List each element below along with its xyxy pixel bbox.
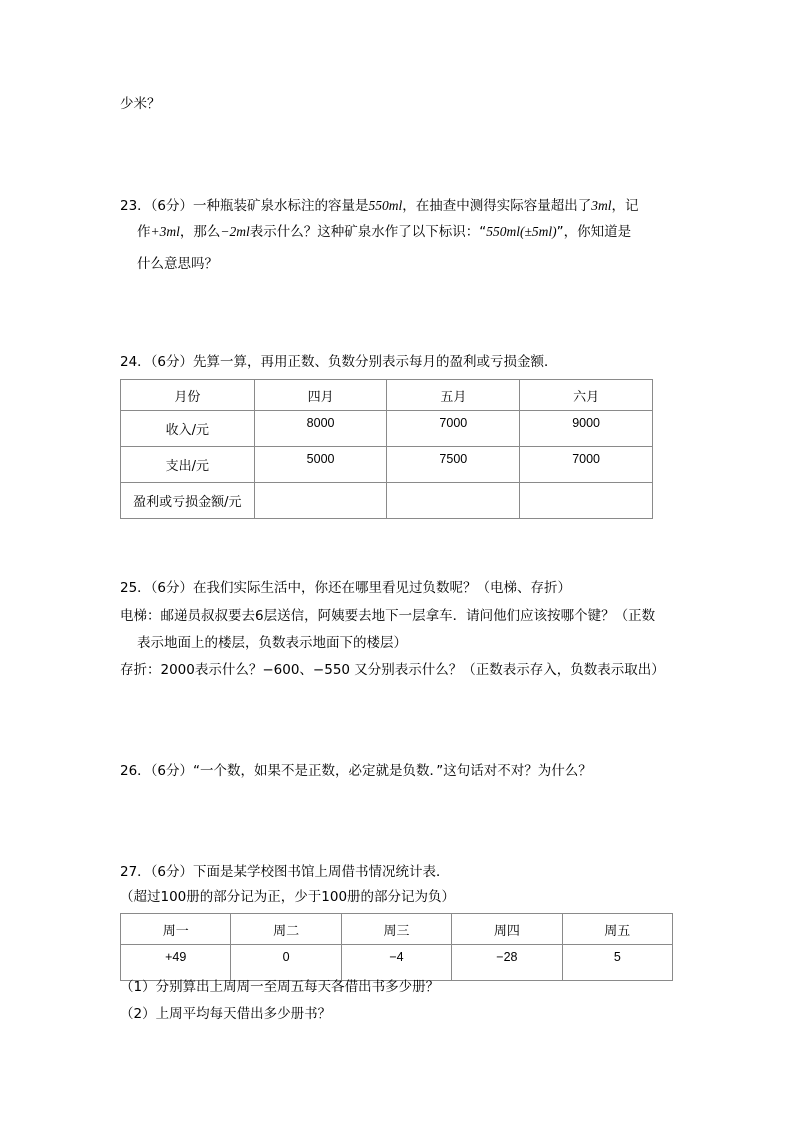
table-row	[121, 447, 653, 483]
table-cell: −28	[452, 945, 562, 981]
q24-table	[120, 379, 653, 519]
table-row	[121, 945, 673, 981]
answer-cell[interactable]	[520, 483, 653, 519]
table-row	[121, 483, 653, 519]
q27-line-1: 27．（6分）下面是某学校图书馆上周借书情况统计表．	[120, 864, 450, 880]
table-cell: +49	[121, 945, 231, 981]
q25-line-2: 电梯：邮递员叔叔要去6层送信，阿姨要去地下一层拿车．请问他们应该按哪个键？（正数	[120, 608, 656, 624]
table-row	[121, 914, 673, 945]
table-cell: 5	[562, 945, 672, 981]
q23-line-1	[120, 196, 639, 216]
table-header-cell: 周一	[121, 914, 231, 945]
table-header-cell: 周二	[231, 914, 341, 945]
q23-text: 表示什么？这种矿泉水作了以下标识：“	[249, 224, 487, 240]
q27-sub-2: （2）上周平均每天借出多少册书？	[120, 1006, 332, 1022]
q23-text: ，记	[611, 198, 639, 214]
table-cell: 8000	[254, 411, 387, 447]
table-header-cell: 周三	[341, 914, 451, 945]
q23-line-2	[137, 222, 631, 242]
table-cell: 9000	[520, 411, 653, 447]
table-row	[121, 380, 653, 411]
table-header-cell: 周五	[562, 914, 672, 945]
q27-sub-1: （1）分别算出上周周一至周五每天各借出书多少册？	[120, 979, 440, 995]
table-cell: −4	[341, 945, 451, 981]
table-header-cell: 五月	[387, 380, 520, 411]
q23-text: ，那么	[179, 224, 221, 240]
q25-line-3: 表示地面上的楼层，负数表示地面下的楼层）	[137, 635, 407, 651]
q25-line-1: 25．（6分）在我们实际生活中，你还在哪里看见过负数呢？（电梯、存折）	[120, 580, 572, 596]
table-cell: 7500	[387, 447, 520, 483]
table-header-cell: 四月	[254, 380, 387, 411]
q23-text: ”，你知道是	[556, 224, 632, 240]
q23-value: +3ml	[150, 224, 180, 239]
q23-value: −2ml	[220, 224, 250, 239]
table-cell: 7000	[387, 411, 520, 447]
table-row	[121, 411, 653, 447]
table-cell: 7000	[520, 447, 653, 483]
table-cell: 5000	[254, 447, 387, 483]
q27-line-2: （超过100册的部分记为正，少于100册的部分记为负）	[120, 889, 456, 905]
q25-line-4: 存折：2000表示什么？−600、−550 又分别表示什么？（正数表示存入，负数表示取出）	[120, 662, 665, 678]
q23-text: 23．（6分）一种瓶装矿泉水标注的容量是	[120, 198, 369, 214]
table-header-cell: 月份	[121, 380, 255, 411]
q23-value: 550ml	[368, 198, 403, 213]
q24-question: 24．（6分）先算一算，再用正数、负数分别表示每月的盈利或亏损金额．	[120, 354, 558, 370]
q23-value: 3ml	[591, 198, 612, 213]
q22-tail-text: 少米？	[120, 96, 161, 112]
table-header-cell: 六月	[520, 380, 653, 411]
table-cell: 0	[231, 945, 341, 981]
q23-text: 作	[137, 224, 151, 240]
table-header-cell: 周四	[452, 914, 562, 945]
row-label-cell: 收入/元	[121, 411, 255, 447]
q23-line-3: 什么意思吗？	[137, 256, 218, 272]
row-label-cell: 支出/元	[121, 447, 255, 483]
q23-text: ，在抽查中测得实际容量超出了	[402, 198, 592, 214]
answer-cell[interactable]	[387, 483, 520, 519]
answer-cell[interactable]	[254, 483, 387, 519]
q26-line-1: 26．（6分）“一个数，如果不是正数，必定就是负数．”这句话对不对？为什么？	[120, 763, 592, 779]
q27-table	[120, 913, 673, 981]
q23-value: 550ml(±5ml)	[486, 224, 557, 239]
row-label-cell: 盈利或亏损金额/元	[121, 483, 255, 519]
